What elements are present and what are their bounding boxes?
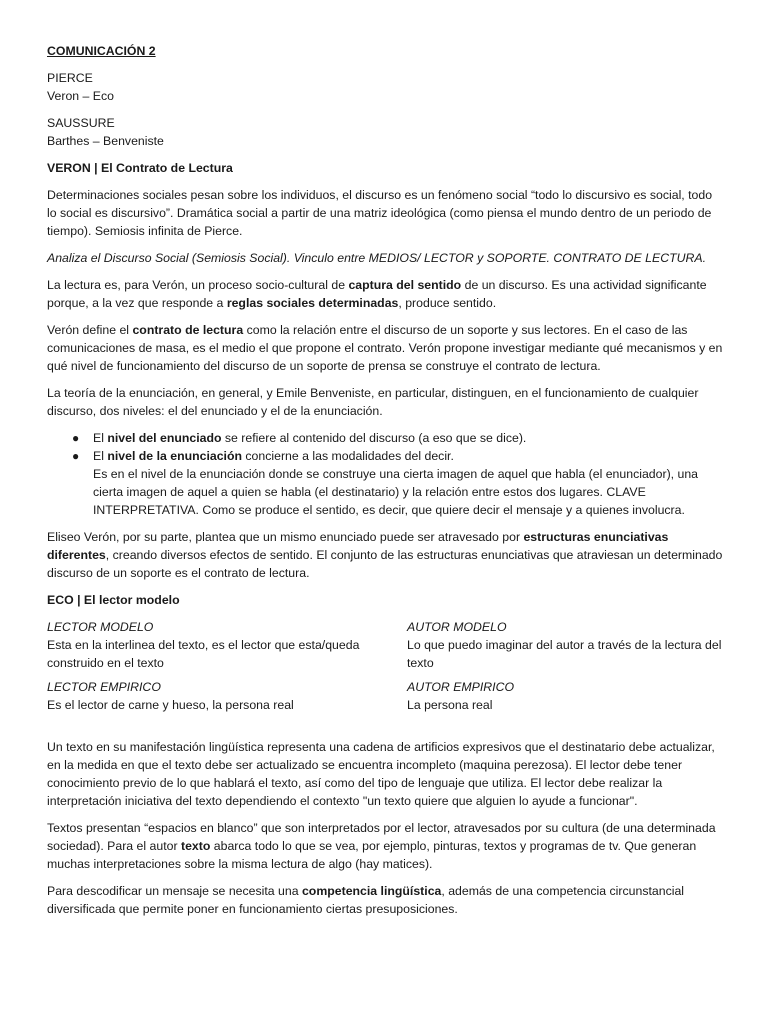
lector-cell	[47, 678, 407, 714]
paragraph-lectura	[47, 276, 723, 312]
bold-run: reglas sociales determinadas	[226, 296, 399, 310]
bold-run: contrato de lectura	[132, 323, 244, 337]
document-body	[47, 42, 723, 927]
autor-text: La persona real	[407, 698, 493, 712]
paragraph-competencia	[47, 882, 723, 918]
bold-run: nivel de la enunciación	[107, 449, 242, 463]
saussure-heading: SAUSSURE	[47, 116, 115, 130]
lector-title: LECTOR MODELO	[47, 620, 154, 634]
text-run: , creando diversos efectos de sentido. El conjunto de las estructuras enunciativas que atraviesan un determinado discurso de un soporte es el contrato de lectura.	[47, 548, 723, 580]
text-run: La lectura es, para Verón, un proceso socio-cultural de	[47, 278, 349, 292]
paragraph-espacios	[47, 819, 723, 873]
paragraph-enunciacion: La teoría de la enunciación, en general, y Emile Benveniste, en particular, distinguen, en el funcionamiento de cualquier discurso, dos niveles: el del enunciado y el de la enunciación.	[47, 386, 699, 418]
autor-title: AUTOR EMPIRICO	[407, 680, 515, 694]
text-run: abarca todo lo que se vea, por ejemplo, pinturas, textos y programas de tv. Que generan muchas interpretaciones sobre la misma lectura de algo (hay matices).	[47, 839, 697, 871]
pierce-sub: Veron – Eco	[47, 89, 114, 103]
paragraph-analiza: Analiza el Discurso Social (Semiosis Social). Vinculo entre MEDIOS/ LECTOR y SOPORTE. CONTRATO DE LECTURA.	[47, 251, 706, 265]
list-item	[72, 429, 723, 447]
text-run: Para descodificar un mensaje se necesita una	[47, 884, 302, 898]
text-run: El	[93, 431, 108, 445]
text-run: de un discurso. Es una actividad significante porque, a la vez que responde a	[47, 278, 707, 310]
bold-run: texto	[180, 839, 211, 853]
bold-run: competencia lingüística	[301, 884, 442, 898]
text-run: El	[93, 449, 108, 463]
text-run: concierne a las modalidades del decir.	[241, 449, 454, 463]
text-run: , además de una competencia circunstancial diversificada que permite poner en funcionamiento ciertas presuposiciones.	[47, 884, 685, 916]
spacer	[47, 720, 723, 738]
saussure-sub: Barthes – Benveniste	[47, 134, 164, 148]
bullet-icon: ●	[72, 431, 80, 445]
paragraph-texto: Un texto en su manifestación lingüística representa una cadena de artificios expresivos que el destinatario debe actualizar, en la medida en que el texto debe ser actualizado se encuentra incompleto (maquina perezosa). El lector debe tener conocimiento previo de lo que hablará el texto, así como del tipo de lenguaje que utiliza. El lector debe realizar la interpretación iniciativa del texto dependiendo el contexto "un texto quiere que alguien lo ayude a funcionar".	[47, 740, 715, 808]
levels-list	[47, 429, 723, 519]
saussure-block	[47, 114, 723, 150]
pierce-heading: PIERCE	[47, 71, 93, 85]
lector-text: Esta en la interlinea del texto, es el lector que esta/queda construido en el texto	[47, 638, 360, 670]
document-title: COMUNICACIÓN 2	[47, 44, 156, 58]
veron-heading: VERON | El Contrato de Lectura	[47, 161, 233, 175]
pierce-block	[47, 69, 723, 105]
bold-run: nivel del enunciado	[107, 431, 222, 445]
text-run: , produce sentido.	[398, 296, 497, 310]
lector-title: LECTOR EMPIRICO	[47, 680, 161, 694]
paragraph-determinaciones: Determinaciones sociales pesan sobre los individuos, el discurso es un fenómeno social “todo lo discursivo es social, todo lo social es discursivo”. Dramática social a partir de una matriz ideológica (como piensa el mundo dentro de un periodo de tiempo). Semiosis infinita de Pierce.	[47, 188, 713, 238]
text-run: Verón define el	[47, 323, 133, 337]
list-item	[72, 447, 723, 519]
paragraph-eliseo	[47, 528, 723, 582]
autor-cell	[407, 678, 723, 714]
text-run: Textos presentan “espacios en blanco” que son interpretados por el lector, atravesados por su cultura (de una determinada sociedad). Para el autor	[47, 821, 716, 853]
lector-row	[47, 618, 723, 672]
text-run: Eliseo Verón, por su parte, plantea que un mismo enunciado puede ser atravesado por	[47, 530, 524, 544]
list-item-detail: Es en el nivel de la enunciación donde se construye una cierta imagen de aquel que habla (el enunciador), una cierta imagen de aquel a quien se habla (el destinatario) y la relación entre estos dos lugares. CLAVE INTERPRETATIVA. Como se produce el sentido, es decir, que quiere decir el mensaje y a quienes involucra.	[93, 467, 699, 517]
eco-heading: ECO | El lector modelo	[47, 593, 180, 607]
bold-run: captura del sentido	[348, 278, 462, 292]
lector-text: Es el lector de carne y hueso, la persona real	[47, 698, 294, 712]
autor-title: AUTOR MODELO	[407, 620, 507, 634]
bullet-icon: ●	[72, 449, 80, 463]
autor-text: Lo que puedo imaginar del autor a través de la lectura del texto	[407, 638, 722, 670]
lector-row	[47, 678, 723, 714]
paragraph-contrato	[47, 321, 723, 375]
autor-cell	[407, 618, 723, 672]
bold-run: estructuras enunciativas diferentes	[47, 530, 669, 562]
text-run: se refiere al contenido del discurso (a eso que se dice).	[221, 431, 527, 445]
text-run: como la relación entre el discurso de un soporte y sus lectores. En el caso de las comunicaciones de masa, es el medio el que propone el contrato. Verón propone investigar mediante qué mecanismos y en qué nivel de funcionamiento del discurso de un soporte de prensa se construye el contrato de lectura.	[47, 323, 723, 373]
lector-cell	[47, 618, 407, 672]
